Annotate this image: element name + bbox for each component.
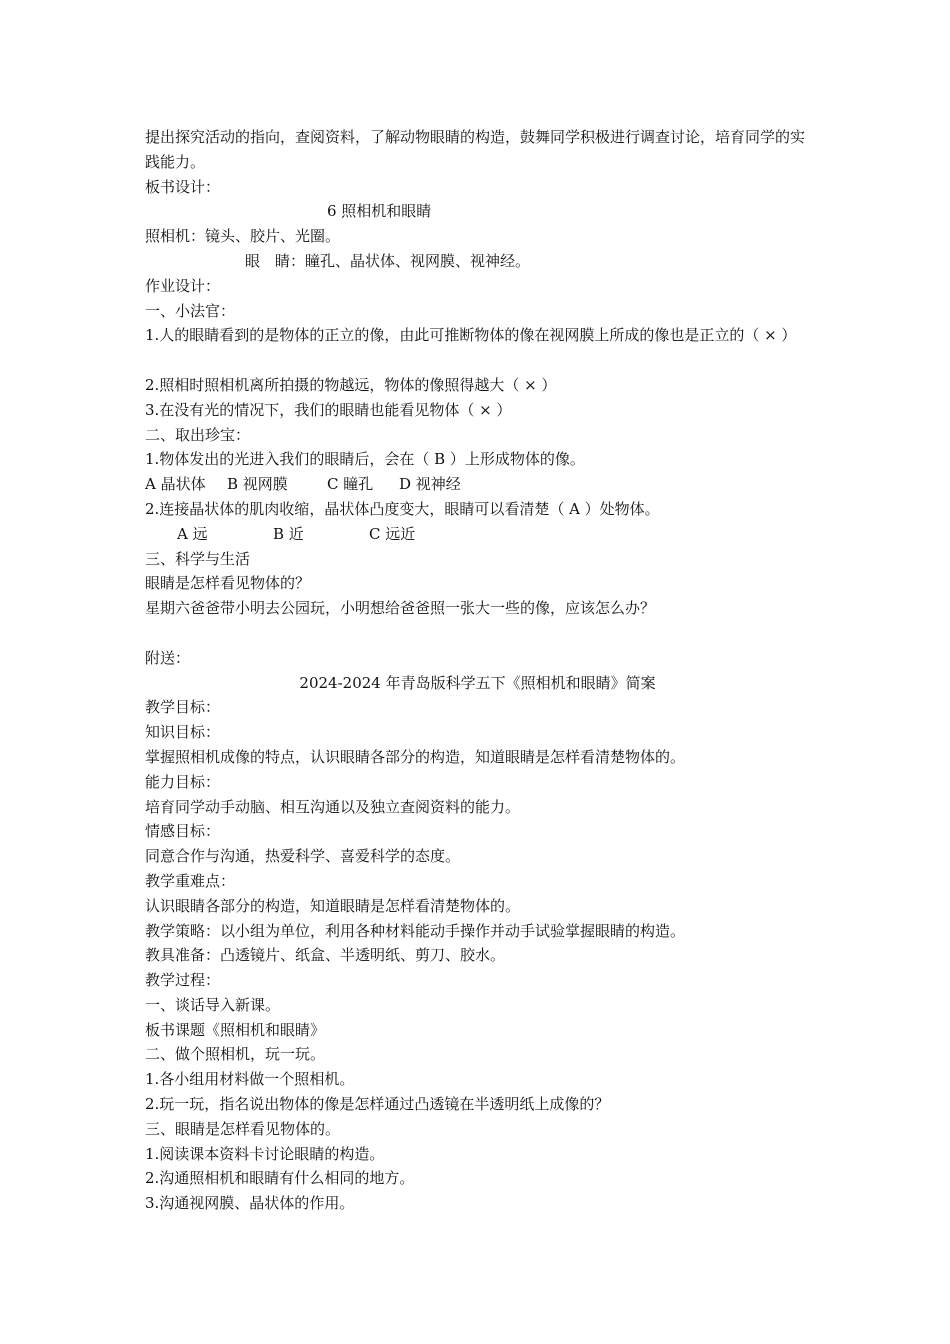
board-design-heading: 板书设计： [145, 177, 221, 196]
option-c: C 远近 [369, 524, 416, 543]
appendix-line: 三、眼睛是怎样看见物体的。 [145, 1119, 341, 1138]
document-body [145, 125, 810, 1216]
homework-part3-heading: 三、科学与生活 [145, 549, 251, 568]
board-camera-line: 照相机：镜头、胶片、光圈。 [145, 227, 341, 246]
appendix-line: 二、做个照相机，玩一玩。 [145, 1045, 326, 1064]
homework-question-4: 1.物体发出的光进入我们的眼睛后，会在（ B ）上形成物体的像。 [145, 450, 585, 469]
appendix-title: 2024-2024 年青岛版科学五下《照相机和眼睛》简案 [299, 673, 656, 692]
option-b: B 视网膜 [227, 475, 288, 494]
appendix-line: 一、谈话导入新课。 [145, 995, 281, 1014]
appendix-line: 培育同学动手动脑、相互沟通以及独立查阅资料的能力。 [145, 797, 521, 816]
appendix-line: 板书课题《照相机和眼睛》 [145, 1020, 326, 1039]
board-design-title: 6 照相机和眼睛 [327, 202, 432, 221]
appendix-label: 附送： [145, 648, 191, 667]
option-c: C 瞳孔 [327, 475, 374, 494]
homework-question-2: 2.照相时照相机离所拍摄的物越远，物体的像照得越大（ × ） [145, 375, 557, 394]
homework-part1-heading: 一、小法官： [145, 301, 236, 320]
appendix-line: 1.阅读课本资料卡讨论眼睛的构造。 [145, 1144, 385, 1163]
appendix-line: 掌握照相机成像的特点，认识眼睛各部分的构造，知道眼睛是怎样看清楚物体的。 [145, 747, 686, 766]
intro-paragraph: 提出探究活动的指向，查阅资料，了解动物眼睛的构造，鼓舞同学积极进行调查讨论，培育同学的实践能力。 [145, 128, 806, 171]
question-4-options [145, 472, 810, 497]
homework-heading: 作业设计： [145, 276, 221, 295]
option-b: B 近 [273, 524, 304, 543]
option-d: D 视神经 [399, 475, 461, 494]
appendix-line: 1.各小组用材料做一个照相机。 [145, 1070, 355, 1089]
homework-question-6: 眼睛是怎样看见物体的？ [145, 574, 311, 593]
homework-question-1: 1.人的眼睛看到的是物体的正立的像，由此可推断物体的像在视网膜上所成的像也是正立的（ × ） [145, 326, 797, 345]
spacer [145, 621, 810, 646]
homework-question-5: 2.连接晶状体的肌肉收缩，晶状体凸度变大，眼睛可以看清楚（ A ）处物体。 [145, 499, 660, 518]
appendix-line: 教学目标： [145, 698, 221, 717]
homework-part2-heading: 二、取出珍宝： [145, 425, 251, 444]
homework-question-7: 星期六爸爸带小明去公园玩，小明想给爸爸照一张大一些的像，应该怎么办？ [145, 599, 656, 618]
appendix-line: 情感目标： [145, 822, 221, 841]
appendix-line: 教具准备：凸透镜片、纸盒、半透明纸、剪刀、胶水。 [145, 946, 506, 965]
board-eye-line: 眼 睛：瞳孔、晶状体、视网膜、视神经。 [245, 251, 531, 270]
appendix-line: 教学重难点： [145, 871, 236, 890]
appendix-line: 3.沟通视网膜、晶状体的作用。 [145, 1194, 355, 1213]
appendix-line: 知识目标： [145, 723, 221, 742]
appendix-line: 认识眼睛各部分的构造，知道眼睛是怎样看清楚物体的。 [145, 896, 521, 915]
appendix-line: 教学策略：以小组为单位，利用各种材料能动手操作并动手试验掌握眼睛的构造。 [145, 921, 686, 940]
option-a: A 晶状体 [145, 475, 206, 494]
option-a: A 远 [177, 524, 208, 543]
appendix-line: 能力目标： [145, 772, 221, 791]
appendix-line: 2.玩一玩，指名说出物体的像是怎样通过凸透镜在半透明纸上成像的？ [145, 1095, 610, 1114]
appendix-line: 2.沟通照相机和眼睛有什么相同的地方。 [145, 1169, 415, 1188]
appendix-line: 同意合作与沟通，热爱科学、喜爱科学的态度。 [145, 847, 461, 866]
homework-question-3: 3.在没有光的情况下，我们的眼睛也能看见物体（ × ） [145, 400, 512, 419]
question-5-options [145, 522, 810, 547]
appendix-line: 教学过程： [145, 971, 221, 990]
